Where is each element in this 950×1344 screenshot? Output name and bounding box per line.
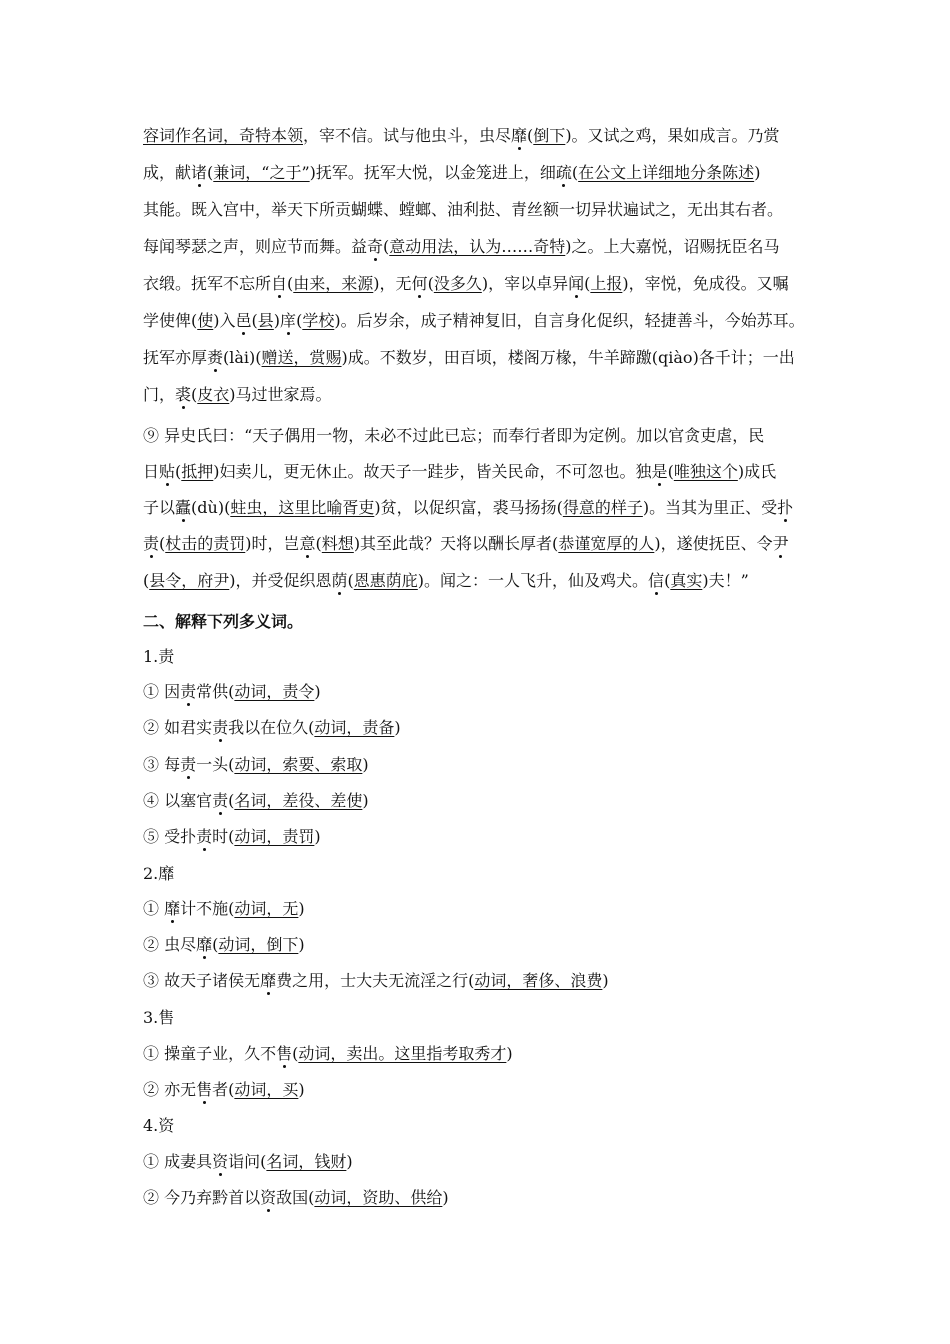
dotted-char: 裘 [175, 385, 192, 404]
word-item: ③ 故天子诸侯无靡费之用，士大夫无流淫之行(动词，奢侈、浪费) [143, 971, 609, 990]
gloss: 动词，奢侈、浪费 [474, 971, 603, 990]
annotation: 杖击的责罚 [165, 534, 246, 553]
annotation: 使 [197, 311, 214, 330]
dotted-char: 意 [299, 534, 316, 553]
word-item: ① 靡计不施(动词，无) [143, 899, 305, 918]
dotted-char: 蠹 [175, 498, 192, 517]
word-item: ③ 每责一头(动词，索要、索取) [143, 755, 369, 774]
text-line: 容词作名词，奇特本领，宰不信。试与他虫斗，虫尽靡(倒下)。又试之鸡，果如成言。乃赏 [143, 126, 780, 145]
dotted-char: 邑 [235, 311, 252, 330]
word-title: 1.责 [143, 647, 175, 666]
dotted-char: 闻 [568, 274, 585, 293]
section-heading: 二、解释下列多义词。 [143, 612, 304, 631]
annotation: 料想 [321, 534, 354, 553]
text-line: 日贴(抵押)妇卖儿，更无休止。故天子一跬步，皆关民命，不可忽也。独是(唯独这个)成氏 [143, 462, 777, 481]
dotted-char: 资 [212, 1152, 229, 1171]
annotation: 由来，来源 [293, 274, 374, 293]
annotation: 真实 [670, 571, 703, 590]
annotation: 恭谨宽厚的人 [558, 534, 655, 553]
word-title: 4.资 [143, 1116, 175, 1135]
annotation: 学校 [302, 311, 335, 330]
text-line: 抚军亦厚赉(lài)(赠送，赏赐)成。不数岁，田百顷，楼阁万椽，牛羊蹄躈(qiào)各千计；一出 [143, 348, 795, 367]
word-item: ① 操童子业，久不售(动词，卖出。这里指考取秀才) [143, 1044, 513, 1063]
gloss: 动词，倒下 [218, 935, 299, 954]
dotted-char: 责 [212, 791, 229, 810]
dotted-char: 售 [196, 1080, 213, 1099]
gloss: 动词，卖出。这里指考取秀才 [298, 1044, 507, 1063]
dotted-char: 何 [411, 274, 428, 293]
annotation: 县 [257, 311, 274, 330]
dotted-char: 责 [143, 534, 160, 553]
word-item: ① 因责常供(动词，责令) [143, 682, 321, 701]
dotted-char: 靡 [196, 935, 213, 954]
text-line: 每闻琴瑟之声，则应节而舞。益奇(意动用法，认为……奇特)之。上大嘉悦，诏赐抚臣名马 [143, 237, 780, 256]
text-line: 学使俾(使)入邑(县)庠(学校)。后岁余，成子精神复旧，自言身化促织，轻捷善斗，今始苏耳。 [143, 311, 805, 330]
gloss: 动词，无 [234, 899, 299, 918]
gloss: 动词，责备 [314, 718, 395, 737]
word-item: ② 虫尽靡(动词，倒下) [143, 935, 305, 954]
dotted-char: 尹 [772, 534, 789, 553]
dotted-char: 自 [271, 274, 288, 293]
annotation: 唯独这个 [673, 462, 738, 481]
dotted-char: 扑 [777, 498, 794, 517]
dotted-char: 疏 [555, 163, 572, 182]
dotted-char: 资 [260, 1188, 277, 1207]
word-item: ① 成妻具资诣问(名词，钱财) [143, 1152, 353, 1171]
word-item: ④ 以塞官责(名词，差役、差使) [143, 791, 369, 810]
dotted-char: 责 [180, 755, 197, 774]
annotation: 在公文上详细地分条陈述 [578, 163, 755, 182]
gloss: 动词，责罚 [234, 827, 315, 846]
text-line: 衣缎。抚军不忘所自(由来，来源)，无何(没多久)，宰以卓异闻(上报)，宰悦，免成役。又嘱 [143, 274, 789, 293]
dotted-char: 靡 [164, 899, 181, 918]
text-line: 责(杖击的责罚)时，岂意(料想)其至此哉？天将以酬长厚者(恭谨宽厚的人)，遂使抚臣、令尹 [143, 534, 789, 553]
annotation: 得意的样子 [562, 498, 643, 517]
gloss: 动词，责令 [234, 682, 315, 701]
annotation: 赠送，赏赐 [261, 348, 342, 367]
annotation: 皮衣 [197, 385, 230, 404]
text-line: 子以蠹(dù)(蛀虫，这里比喻胥吏)贫，以促织富，裘马扬扬(得意的样子)。当其为里正、受扑 [143, 498, 794, 517]
dotted-char: 信 [648, 571, 665, 590]
text-line: 门，裘(皮衣)马过世家焉。 [143, 385, 332, 404]
text-line: 其能。既入宫中，举天下所贡蝴蝶、螳螂、油利挞、青丝额一切异状遍试之，无出其右者。 [143, 200, 784, 219]
annotation: 恩惠荫庇 [353, 571, 418, 590]
gloss: 动词，买 [234, 1080, 299, 1099]
annotation: 抵押 [181, 462, 214, 481]
dotted-char: 庠 [280, 311, 297, 330]
dotted-char: 荫 [331, 571, 348, 590]
dotted-char: 靡 [260, 971, 277, 990]
word-item: ② 今乃弃黔首以资敌国(动词，资助、供给) [143, 1188, 449, 1207]
gloss: 名词，差役、差使 [234, 791, 363, 810]
dotted-char: 责 [212, 718, 229, 737]
annotation: 县令，府尹 [149, 571, 230, 590]
dotted-char: 售 [276, 1044, 293, 1063]
text-line: ⑨ 异史氏曰：“天子偶用一物，未必不过此已忘；而奉行者即为定例。加以官贪吏虐，民 [143, 426, 765, 445]
word-item: ⑤ 受扑责时(动词，责罚) [143, 827, 321, 846]
annotation: 容词作名词，奇特本领 [143, 126, 304, 145]
dotted-char: 是 [651, 462, 668, 481]
dotted-char: 贴 [159, 462, 176, 481]
text-line: (县令，府尹)，并受促织恩荫(恩惠荫庇)。闻之：一人飞升，仙及鸡犬。信(真实)夫！” [143, 571, 749, 590]
gloss: 名词，钱财 [266, 1152, 347, 1171]
gloss: 动词，索要、索取 [234, 755, 363, 774]
annotation: 上报 [590, 274, 623, 293]
word-title: 2.靡 [143, 864, 175, 883]
word-title: 3.售 [143, 1008, 175, 1027]
dotted-char: 诸 [191, 163, 208, 182]
dotted-char: 奇 [367, 237, 384, 256]
dotted-char: 赉 [207, 348, 224, 367]
annotation: 没多久 [433, 274, 482, 293]
gloss: 动词，资助、供给 [314, 1188, 443, 1207]
annotation: 兼词，“之于” [213, 163, 310, 182]
word-item: ② 如君实责我以在位久(动词，责备) [143, 718, 401, 737]
dotted-char: 靡 [511, 126, 528, 145]
annotation: 意动用法，认为……奇特 [389, 237, 566, 256]
word-item: ② 亦无售者(动词，买) [143, 1080, 305, 1099]
annotation: 倒下 [533, 126, 566, 145]
dotted-char: 责 [196, 827, 213, 846]
annotation: 蛀虫，这里比喻胥吏 [230, 498, 375, 517]
dotted-char: 责 [180, 682, 197, 701]
text-line: 成，献诸(兼词，“之于”)抚军。抚军大悦，以金笼进上，细疏(在公文上详细地分条陈述) [143, 163, 761, 182]
